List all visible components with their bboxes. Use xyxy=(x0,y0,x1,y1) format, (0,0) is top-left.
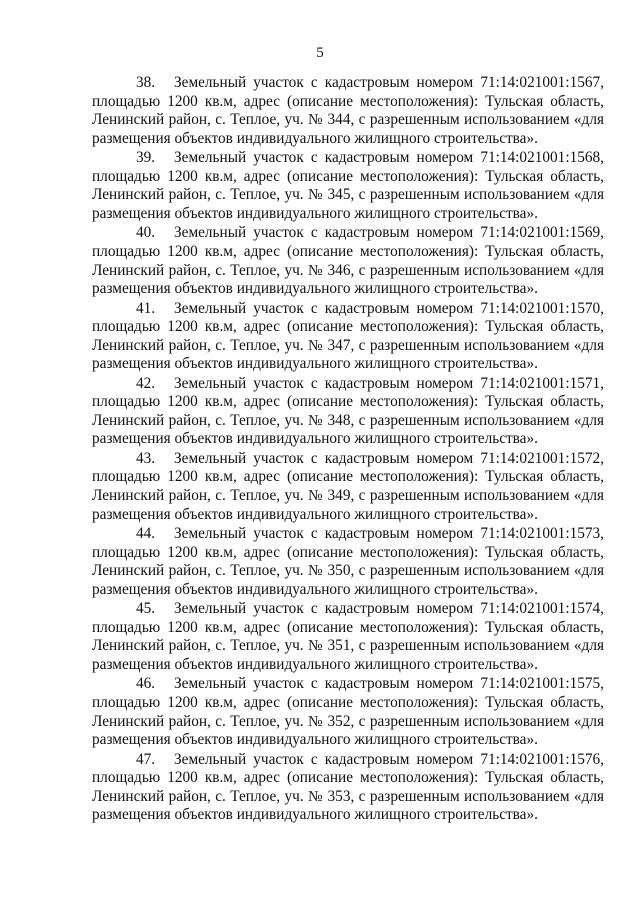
item-line: размещения объектов индивидуального жилищного строительства». xyxy=(92,505,538,523)
item-line: площадью 1200 кв.м, адрес (описание местоположения): Тульская область, xyxy=(92,769,604,787)
list-item xyxy=(92,450,604,524)
item-number: 46. xyxy=(136,675,156,693)
item-number: 41. xyxy=(136,299,156,317)
item-first-line xyxy=(92,224,604,243)
item-line: Ленинский район, с. Теплое, уч. № 347, с разрешенным использованием «для xyxy=(92,336,604,354)
item-first-line xyxy=(92,74,604,93)
item-line: площадью 1200 кв.м, адрес (описание местоположения): Тульская область, xyxy=(92,393,604,411)
item-line: размещения объектов индивидуального жилищного строительства». xyxy=(92,430,538,448)
list-item xyxy=(92,74,604,148)
item-line-text: Земельный участок с кадастровым номером 71:14:021001:1570, xyxy=(174,299,604,317)
land-plot-list xyxy=(92,74,604,826)
item-first-line xyxy=(92,751,604,770)
item-line: размещения объектов индивидуального жилищного строительства». xyxy=(92,655,538,673)
item-number: 43. xyxy=(136,449,156,467)
item-line: площадью 1200 кв.м, адрес (описание местоположения): Тульская область, xyxy=(92,242,604,260)
item-first-line xyxy=(92,675,604,694)
item-line: размещения объектов индивидуального жилищного строительства». xyxy=(92,806,538,824)
item-number: 44. xyxy=(136,525,156,543)
item-line: Ленинский район, с. Теплое, уч. № 348, с разрешенным использованием «для xyxy=(92,411,604,429)
item-line: площадью 1200 кв.м, адрес (описание местоположения): Тульская область, xyxy=(92,468,604,486)
item-number: 42. xyxy=(136,374,156,392)
item-first-line xyxy=(92,375,604,394)
page-number: 5 xyxy=(316,45,324,61)
item-line: площадью 1200 кв.м, адрес (описание местоположения): Тульская область, xyxy=(92,693,604,711)
item-line-text: Земельный участок с кадастровым номером 71:14:021001:1569, xyxy=(174,224,604,242)
item-line: размещения объектов индивидуального жилищного строительства». xyxy=(92,580,538,598)
item-first-line xyxy=(92,525,604,544)
item-line-text: Земельный участок с кадастровым номером 71:14:021001:1568, xyxy=(174,149,604,167)
item-line: Ленинский район, с. Теплое, уч. № 351, с разрешенным использованием «для xyxy=(92,637,604,655)
item-number: 47. xyxy=(136,750,156,768)
item-line: Ленинский район, с. Теплое, уч. № 350, с разрешенным использованием «для xyxy=(92,562,604,580)
item-line-text: Земельный участок с кадастровым номером 71:14:021001:1567, xyxy=(174,74,604,91)
item-first-line xyxy=(92,300,604,319)
item-line: Ленинский район, с. Теплое, уч. № 353, с разрешенным использованием «для xyxy=(92,787,604,805)
item-line-text: Земельный участок с кадастровым номером 71:14:021001:1572, xyxy=(174,449,604,467)
item-line: площадью 1200 кв.м, адрес (описание местоположения): Тульская область, xyxy=(92,167,604,185)
list-item xyxy=(92,300,604,374)
list-item xyxy=(92,600,604,674)
item-number: 45. xyxy=(136,600,156,618)
list-item xyxy=(92,675,604,749)
item-line: площадью 1200 кв.м, адрес (описание местоположения): Тульская область, xyxy=(92,618,604,636)
item-line: Ленинский район, с. Теплое, уч. № 344, с разрешенным использованием «для xyxy=(92,111,604,129)
item-first-line xyxy=(92,149,604,168)
item-line-text: Земельный участок с кадастровым номером 71:14:021001:1576, xyxy=(174,750,604,768)
item-line-text: Земельный участок с кадастровым номером 71:14:021001:1573, xyxy=(174,525,604,543)
item-first-line xyxy=(92,450,604,469)
item-line-text: Земельный участок с кадастровым номером 71:14:021001:1575, xyxy=(174,675,604,693)
list-item xyxy=(92,525,604,599)
item-line-text: Земельный участок с кадастровым номером 71:14:021001:1574, xyxy=(174,600,604,618)
item-number: 39. xyxy=(136,149,156,167)
list-item xyxy=(92,224,604,298)
item-line: Ленинский район, с. Теплое, уч. № 346, с разрешенным использованием «для xyxy=(92,261,604,279)
item-line: Ленинский район, с. Теплое, уч. № 345, с разрешенным использованием «для xyxy=(92,186,604,204)
list-item xyxy=(92,149,604,223)
list-item xyxy=(92,375,604,449)
item-line: площадью 1200 кв.м, адрес (описание местоположения): Тульская область, xyxy=(92,318,604,336)
item-line: размещения объектов индивидуального жилищного строительства». xyxy=(92,129,538,147)
item-line: Ленинский район, с. Теплое, уч. № 349, с разрешенным использованием «для xyxy=(92,487,604,505)
item-line: размещения объектов индивидуального жилищного строительства». xyxy=(92,204,538,222)
item-first-line xyxy=(92,600,604,619)
item-number: 40. xyxy=(136,224,156,242)
item-line: площадью 1200 кв.м, адрес (описание местоположения): Тульская область, xyxy=(92,543,604,561)
item-line: размещения объектов индивидуального жилищного строительства». xyxy=(92,355,538,373)
item-number: 38. xyxy=(136,74,156,91)
item-line-text: Земельный участок с кадастровым номером 71:14:021001:1571, xyxy=(174,374,604,392)
list-item xyxy=(92,751,604,825)
item-line: размещения объектов индивидуального жилищного строительства». xyxy=(92,731,538,749)
item-line: размещения объектов индивидуального жилищного строительства». xyxy=(92,280,538,298)
item-line: площадью 1200 кв.м, адрес (описание местоположения): Тульская область, xyxy=(92,92,604,110)
item-line: Ленинский район, с. Теплое, уч. № 352, с разрешенным использованием «для xyxy=(92,712,604,730)
